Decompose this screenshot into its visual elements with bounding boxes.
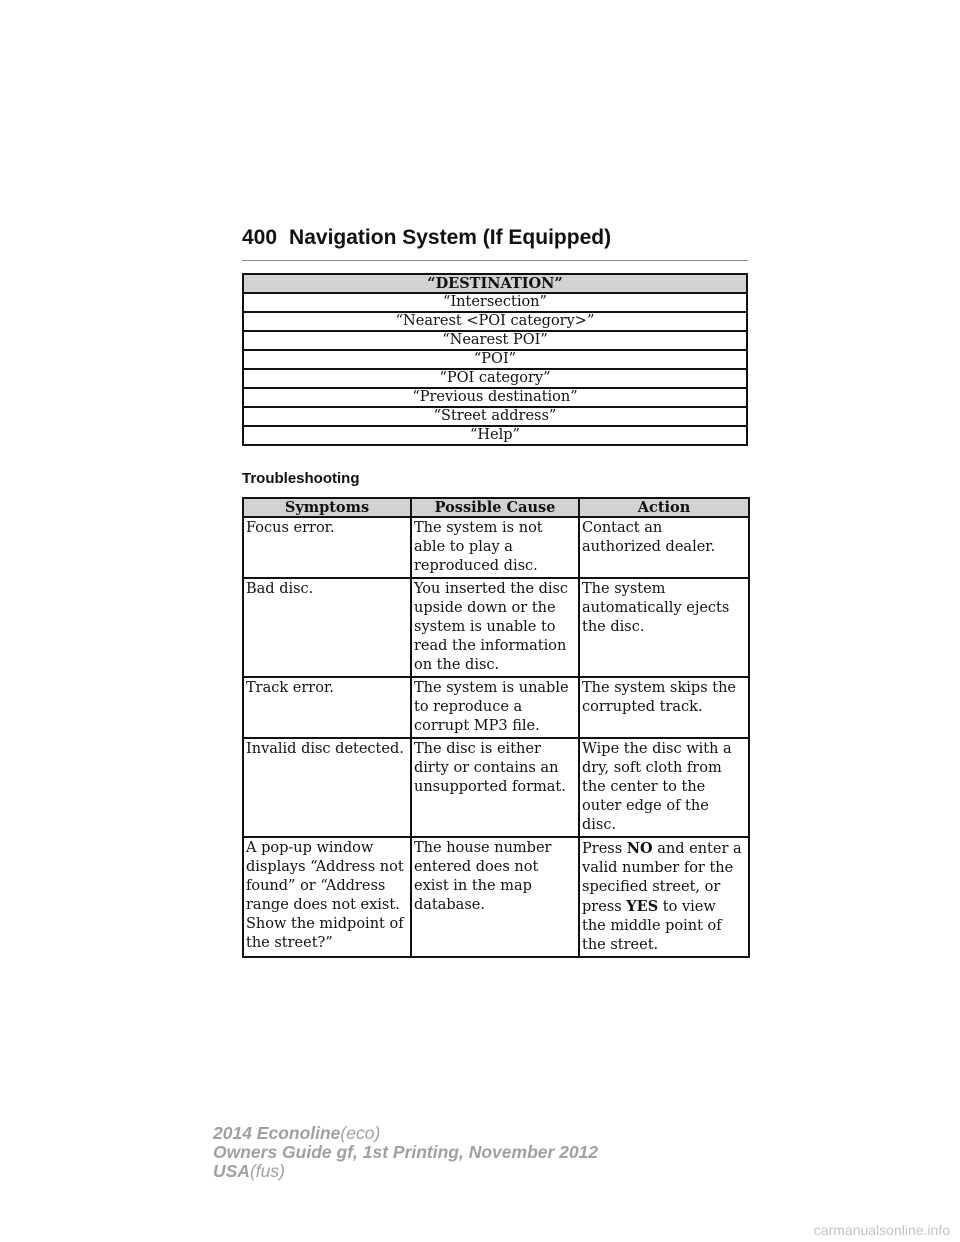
- watermark: carmanualsonline.info: [813, 1222, 950, 1238]
- cause-cell: The disc is either dirty or contains an unsupported format.: [411, 738, 579, 837]
- page-header: [242, 226, 748, 261]
- column-header-symptoms: Symptoms: [243, 498, 411, 517]
- symptom-cell: Invalid disc detected.: [243, 738, 411, 837]
- table-row: [243, 677, 749, 738]
- cause-cell: The system is unable to reproduce a corrupt MP3 file.: [411, 677, 579, 738]
- action-cell: [579, 837, 749, 957]
- destination-command: “Nearest POI”: [243, 331, 747, 350]
- destination-table-header: “DESTINATION”: [243, 274, 747, 293]
- footer-model-code: (eco): [340, 1123, 381, 1143]
- action-cell: Contact an authorized dealer.: [579, 517, 749, 578]
- action-text: Press: [582, 841, 627, 857]
- destination-command: “Street address”: [243, 407, 747, 426]
- table-row: [243, 837, 749, 957]
- page-number: 400: [242, 226, 278, 249]
- action-text: and enter a valid number for the specified street, or press: [582, 841, 742, 915]
- destination-command: “Previous destination”: [243, 388, 747, 407]
- troubleshooting-table: [242, 497, 750, 958]
- footer-model: 2014 Econoline: [213, 1123, 341, 1143]
- destination-command: “Nearest <POI category>”: [243, 312, 747, 331]
- footer-line-model: [213, 1124, 598, 1143]
- symptom-cell: A pop-up window displays “Address not found” or “Address range does not exist. Show the midpoint of the street?”: [243, 837, 411, 957]
- symptom-cell: Bad disc.: [243, 578, 411, 677]
- symptom-cell: Focus error.: [243, 517, 411, 578]
- no-key-label: NO: [626, 840, 653, 857]
- table-row: [243, 517, 749, 578]
- destination-command: “Intersection”: [243, 293, 747, 312]
- destination-command: “POI”: [243, 350, 747, 369]
- column-header-action: Action: [579, 498, 749, 517]
- column-header-cause: Possible Cause: [411, 498, 579, 517]
- table-header-row: [243, 498, 749, 517]
- action-cell: The system skips the corrupted track.: [579, 677, 749, 738]
- yes-key-label: YES: [626, 898, 659, 915]
- publication-footer: [213, 1124, 598, 1181]
- table-row: [243, 578, 749, 677]
- cause-cell: The system is not able to play a reproduced disc.: [411, 517, 579, 578]
- action-cell: The system automatically ejects the disc.: [579, 578, 749, 677]
- footer-line-printing: Owners Guide gf, 1st Printing, November 2012: [213, 1142, 599, 1162]
- destination-command: “POI category”: [243, 369, 747, 388]
- troubleshooting-heading: Troubleshooting: [242, 470, 360, 487]
- footer-region-code: (fus): [249, 1161, 285, 1181]
- destination-command: “Help”: [243, 426, 747, 445]
- table-row: [243, 738, 749, 837]
- action-text: to view the middle point of the street.: [582, 899, 722, 953]
- cause-cell: The house number entered does not exist in the map database.: [411, 837, 579, 957]
- destination-commands-table: [242, 273, 748, 446]
- symptom-cell: Track error.: [243, 677, 411, 738]
- footer-line-region: [213, 1162, 598, 1181]
- action-cell: Wipe the disc with a dry, soft cloth from the center to the outer edge of the disc.: [579, 738, 749, 837]
- cause-cell: You inserted the disc upside down or the system is unable to read the information on the disc.: [411, 578, 579, 677]
- page-title: Navigation System (If Equipped): [289, 226, 612, 249]
- footer-region: USA: [213, 1161, 250, 1181]
